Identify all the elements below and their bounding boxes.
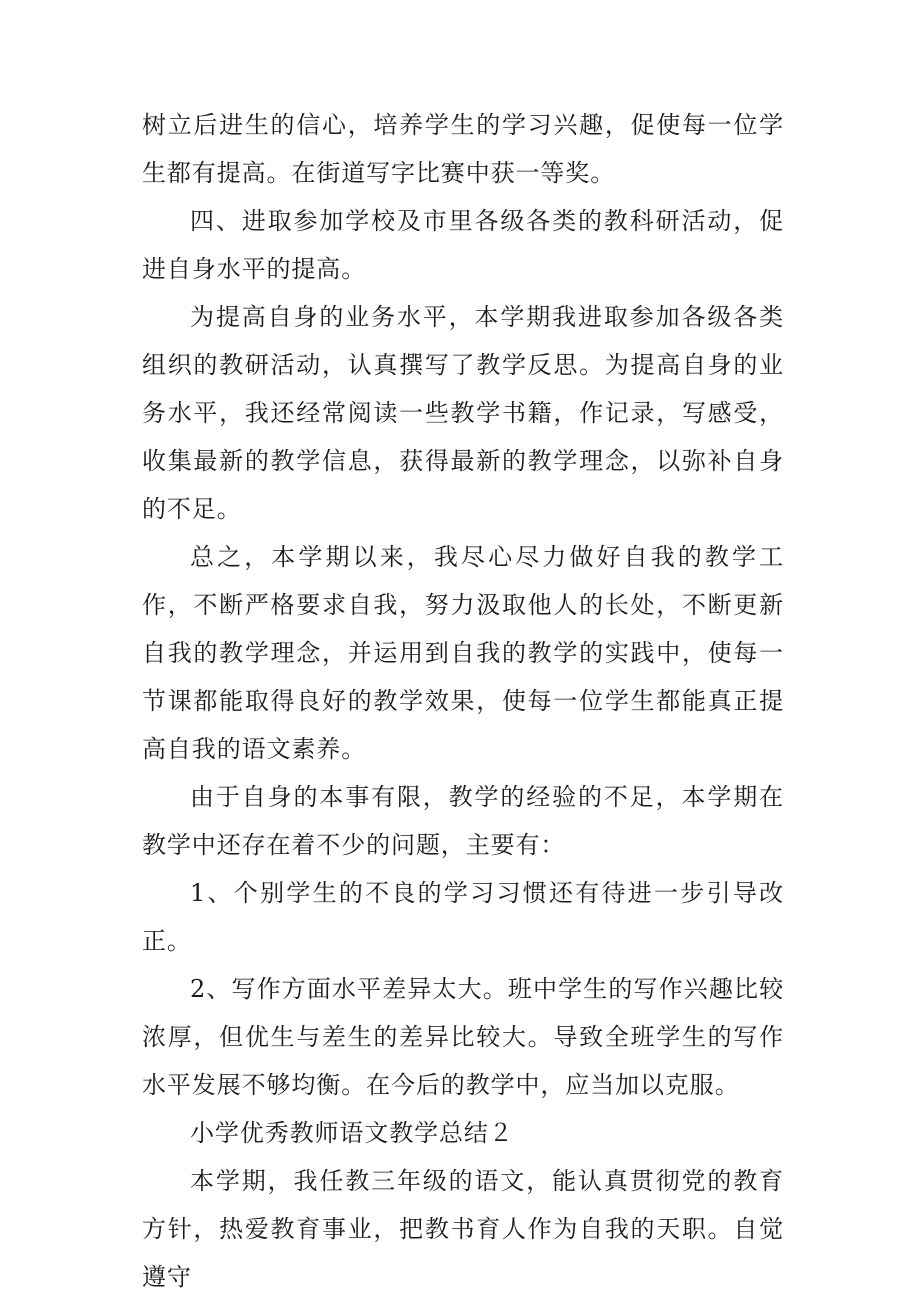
paragraph-closing: 本学期，我任教三年级的语文，能认真贯彻党的教育方针，热爱教育事业，把教书育人作为自我的天职。自觉遵守 (142, 1167, 784, 1291)
paragraph-section-four: 四、进取参加学校及市里各级各类的教科研活动，促进自身水平的提高。 (142, 207, 784, 283)
paragraph-continuation: 树立后进生的信心，培养学生的学习兴趣，促使每一位学生都有提高。在街道写字比赛中获一等奖。 (142, 111, 784, 187)
document-page (142, 101, 784, 1301)
paragraph-professional-development: 为提高自身的业务水平，本学期我进取参加各级各类组织的教研活动，认真撰写了教学反思。为提高自身的业务水平，我还经常阅读一些教学书籍，作记录，写感受，收集最新的教学信息，获得最新的教学理念，以弥补自身的不足。 (142, 303, 784, 523)
paragraph-problems-intro: 由于自身的本事有限，教学的经验的不足，本学期在教学中还存在着不少的问题，主要有： (142, 783, 784, 859)
section-title: 小学优秀教师语文教学总结２ (190, 1119, 514, 1147)
paragraph-summary: 总之，本学期以来，我尽心尽力做好自我的教学工作，不断严格要求自我，努力汲取他人的长处，不断更新自我的教学理念，并运用到自我的教学的实践中，使每一节课都能取得良好的教学效果，使每一位学生都能真正提高自我的语文素养。 (142, 543, 784, 763)
paragraph-problem-one: 1、个别学生的不良的学习习惯还有待进一步引导改正。 (142, 879, 784, 955)
paragraph-problem-two: 2、写作方面水平差异太大。班中学生的写作兴趣比较浓厚，但优生与差生的差异比较大。导致全班学生的写作水平发展不够均衡。在今后的教学中，应当加以克服。 (142, 975, 784, 1099)
